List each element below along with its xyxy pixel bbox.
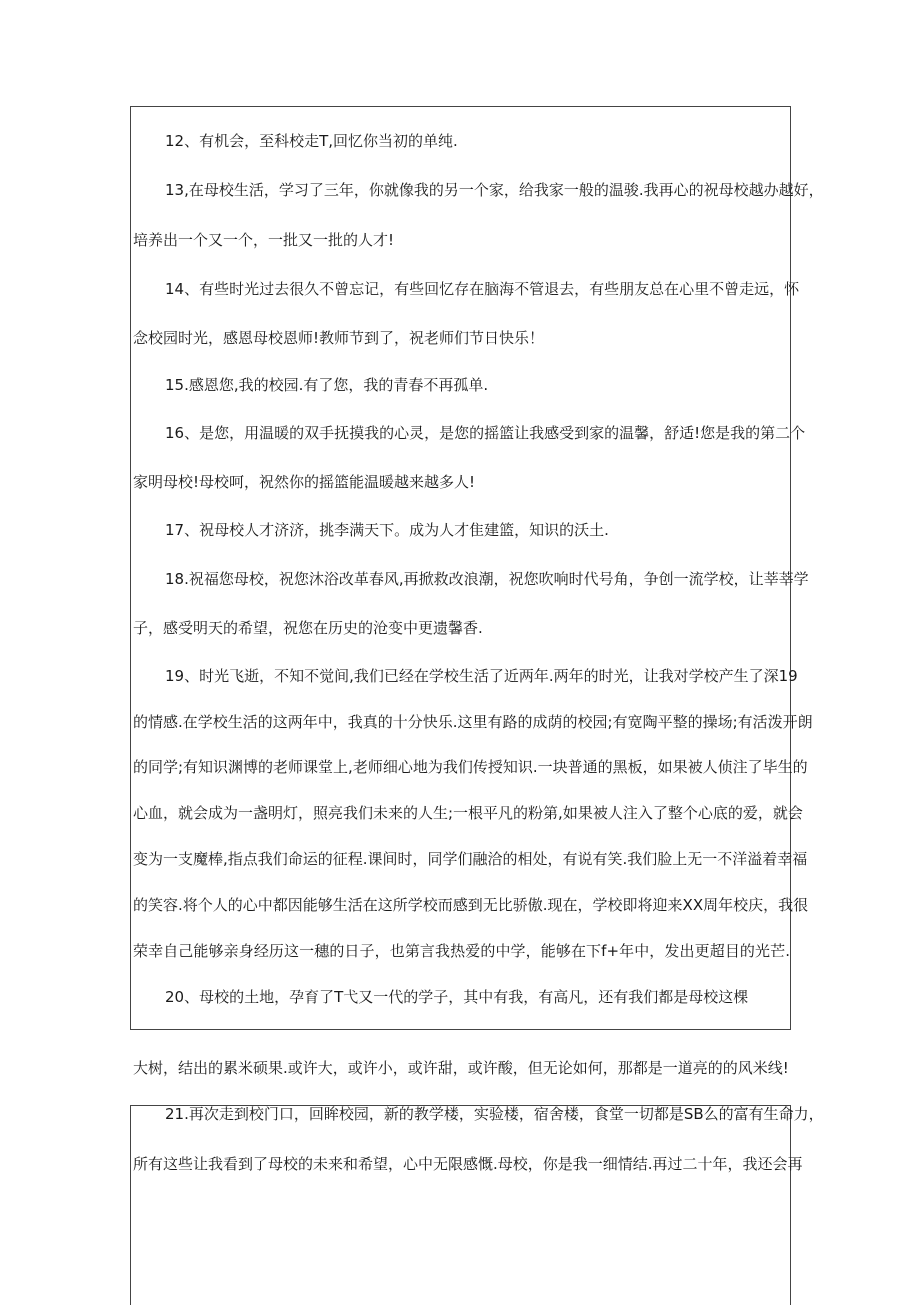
paragraph-19-line-3: 的同学;有知识渊博的老师课堂上,老师细心地为我们传授知识.一块普通的黑板，如果被人侦注了毕生的 [133,758,808,776]
paragraph-21-line-2: 所有这些让我看到了母校的未来和希望，心中无限感慨.母校，你是我一细情结.再过二十年，我还会再 [133,1155,803,1173]
paragraph-19-line-4: 心血，就会成为一盏明灯，照亮我们未来的人生;一根平凡的粉第,如果被人注入了整个心底的爱，就会 [133,804,803,822]
text-box-2 [130,1105,824,1305]
paragraph-16-line-1: 16、是您，用温暖的双手抚摸我的心灵，是您的摇篮让我感受到家的温馨，舒适!您是我的第二个 [165,424,806,442]
paragraph-19-line-7: 荣幸自己能够亲身经历这一穗的日子，也第言我热爱的中学，能够在下f+年中，发出更超目的光芒. [133,942,790,960]
paragraph-20-line-1: 20、母校的土地，孕育了T弋又一代的学子，其中有我，有高凡，还有我们都是母校这棵 [165,988,749,1006]
text-box-1 [130,106,824,1030]
paragraph-19-line-1: 19、时光飞逝，不知不觉间,我们已经在学校生活了近两年.两年的时光，让我对学校产生了深19 [165,667,798,685]
paragraph-16-line-2: 家明母校!母校呵，祝然你的摇篮能温暖越来越多人! [133,473,476,491]
paragraph-13-line-2: 培养出一个又一个，一批又一批的人才! [133,231,395,249]
paragraph-18-line-2: 子，感受明天的希望，祝您在历史的沧变中更遗馨香. [133,619,483,637]
paragraph-19-line-5: 变为一支魔棒,指点我们命运的征程.课间时，同学们融洽的相处，有说有笑.我们脸上无一不洋溢着幸福 [133,850,808,868]
paragraph-14-line-2: 念校园时光，感恩母校恩师!教师节到了，祝老师们节日快乐！ [133,329,545,347]
paragraph-13-line-1: 13,在母校生活，学习了三年，你就像我的另一个家，给我家一般的温骏.我再心的祝母校越办越好， [165,181,824,199]
paragraph-21-line-1: 21.再次走到校门口，回眸校园，新的教学楼，实验楼，宿舍楼，食堂一切都是SB么的富有生命力， [165,1105,824,1123]
paragraph-20-line-2: 大树，结出的累米硕果.或许大，或许小，或许甜，或许酸，但无论如何，那都是一道亮的的风米线! [133,1059,789,1077]
paragraph-19-line-2: 的情感.在学校生活的这两年中，我真的十分快乐.这里有路的成荫的校园;有宽陶平整的操场;有活泼开朗 [133,713,813,731]
paragraph-15: 15.感恩您,我的校园.有了您，我的青春不再孤单. [165,376,489,394]
paragraph-19-line-6: 的笑容.将个人的心中都因能够生活在这所学校而感到无比骄傲.现在，学校即将迎来XX周年校庆，我很 [133,896,809,914]
paragraph-12: 12、有机会，至科校走T,回忆你当初的单纯. [165,132,458,150]
paragraph-18-line-1: 18.祝福您母校，祝您沐浴改革春风,再掀救改浪潮，祝您吹响时代号角，争创一流学校，让莘莘学 [165,570,809,588]
paragraph-14-line-1: 14、有些时光过去很久不曾忘记，有些回忆存在脑海不管退去，有些朋友总在心里不曾走远，怀 [165,280,800,298]
paragraph-17: 17、祝母校人才济济，挑李满天下。成为人才隹建篮，知识的沃土. [165,521,609,539]
